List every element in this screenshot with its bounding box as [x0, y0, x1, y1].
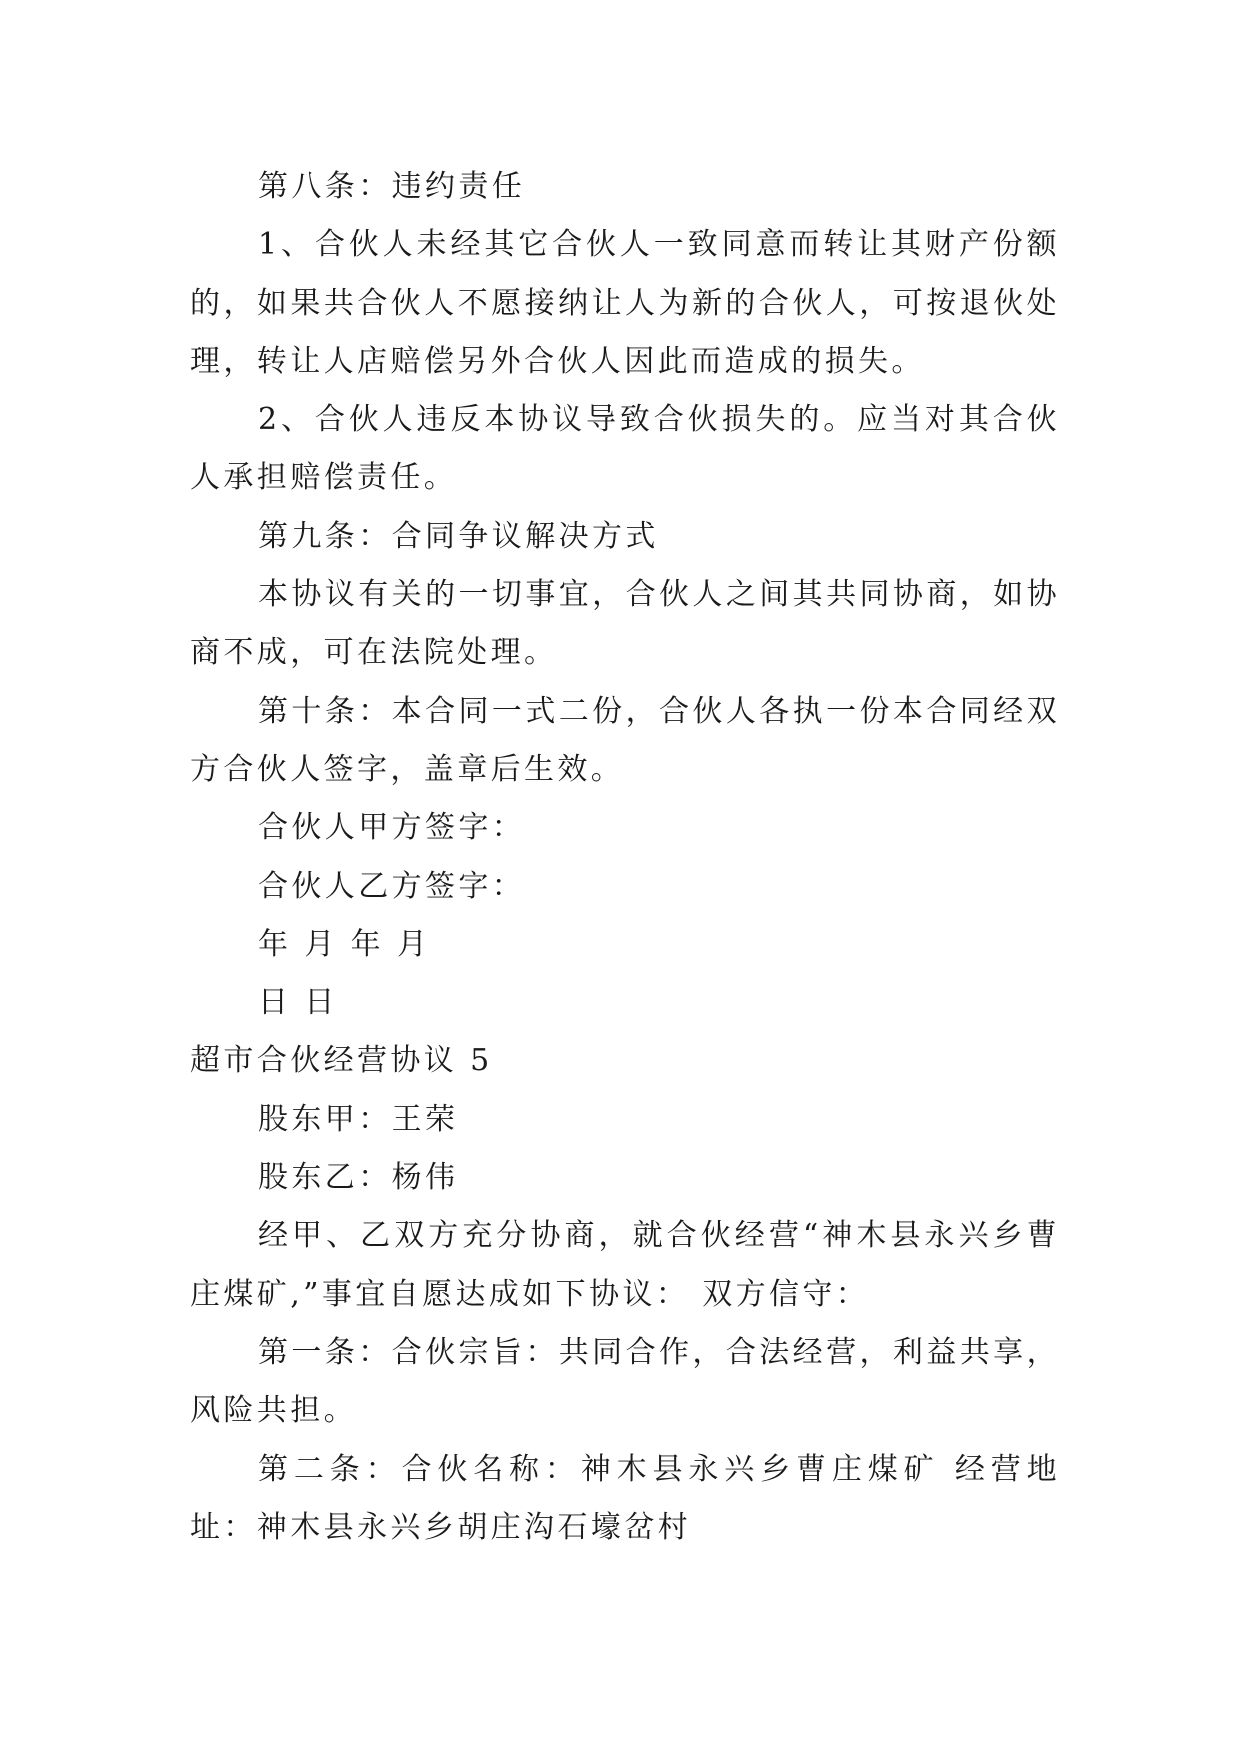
- article-8-clause-1: 1、合伙人未经其它合伙人一致同意而转让其财产份额的，如果共合伙人不愿接纳让人为新的合伙人，可按退伙处理，转让人店赔偿另外合伙人因此而造成的损失。: [190, 227, 1060, 379]
- article-8-clause-2: 2、合伙人违反本协议导致合伙损失的。应当对其合伙人承担赔偿责任。: [190, 402, 1060, 496]
- date-day: 日 日: [258, 985, 338, 1021]
- agreement-preamble: 经甲、乙双方充分协商，就合伙经营“神木县永兴乡曹庄煤矿,”事宜自愿达成如下协议： 双方信守：: [190, 1218, 1060, 1312]
- article-10: 第十条：本合同一式二份，合伙人各执一份本合同经双方合伙人签字，盖章后生效。: [190, 693, 1060, 787]
- article-2: 第二条：合伙名称：神木县永兴乡曹庄煤矿 经营地址：神木县永兴乡胡庄沟石壕岔村: [190, 1451, 1060, 1545]
- document-body: [190, 158, 1060, 1557]
- signature-party-a: 合伙人甲方签字：: [258, 810, 526, 846]
- section-title: 超市合伙经营协议 5: [190, 1043, 493, 1079]
- article-1: 第一条：合伙宗旨：共同合作，合法经营，利益共享，风险共担。: [190, 1334, 1060, 1429]
- shareholder-b: 股东乙：杨伟: [258, 1160, 459, 1196]
- article-9-heading: 第九条：合同争议解决方式: [258, 518, 659, 554]
- date-year-month: 年 月 年 月: [258, 926, 431, 962]
- signature-party-b: 合伙人乙方签字：: [258, 868, 526, 904]
- article-9-body: 本协议有关的一切事宜，合伙人之间其共同协商，如协商不成，可在法院处理。: [190, 577, 1060, 671]
- shareholder-a: 股东甲：王荣: [258, 1101, 459, 1137]
- article-8-heading: 第八条：违约责任: [258, 169, 526, 204]
